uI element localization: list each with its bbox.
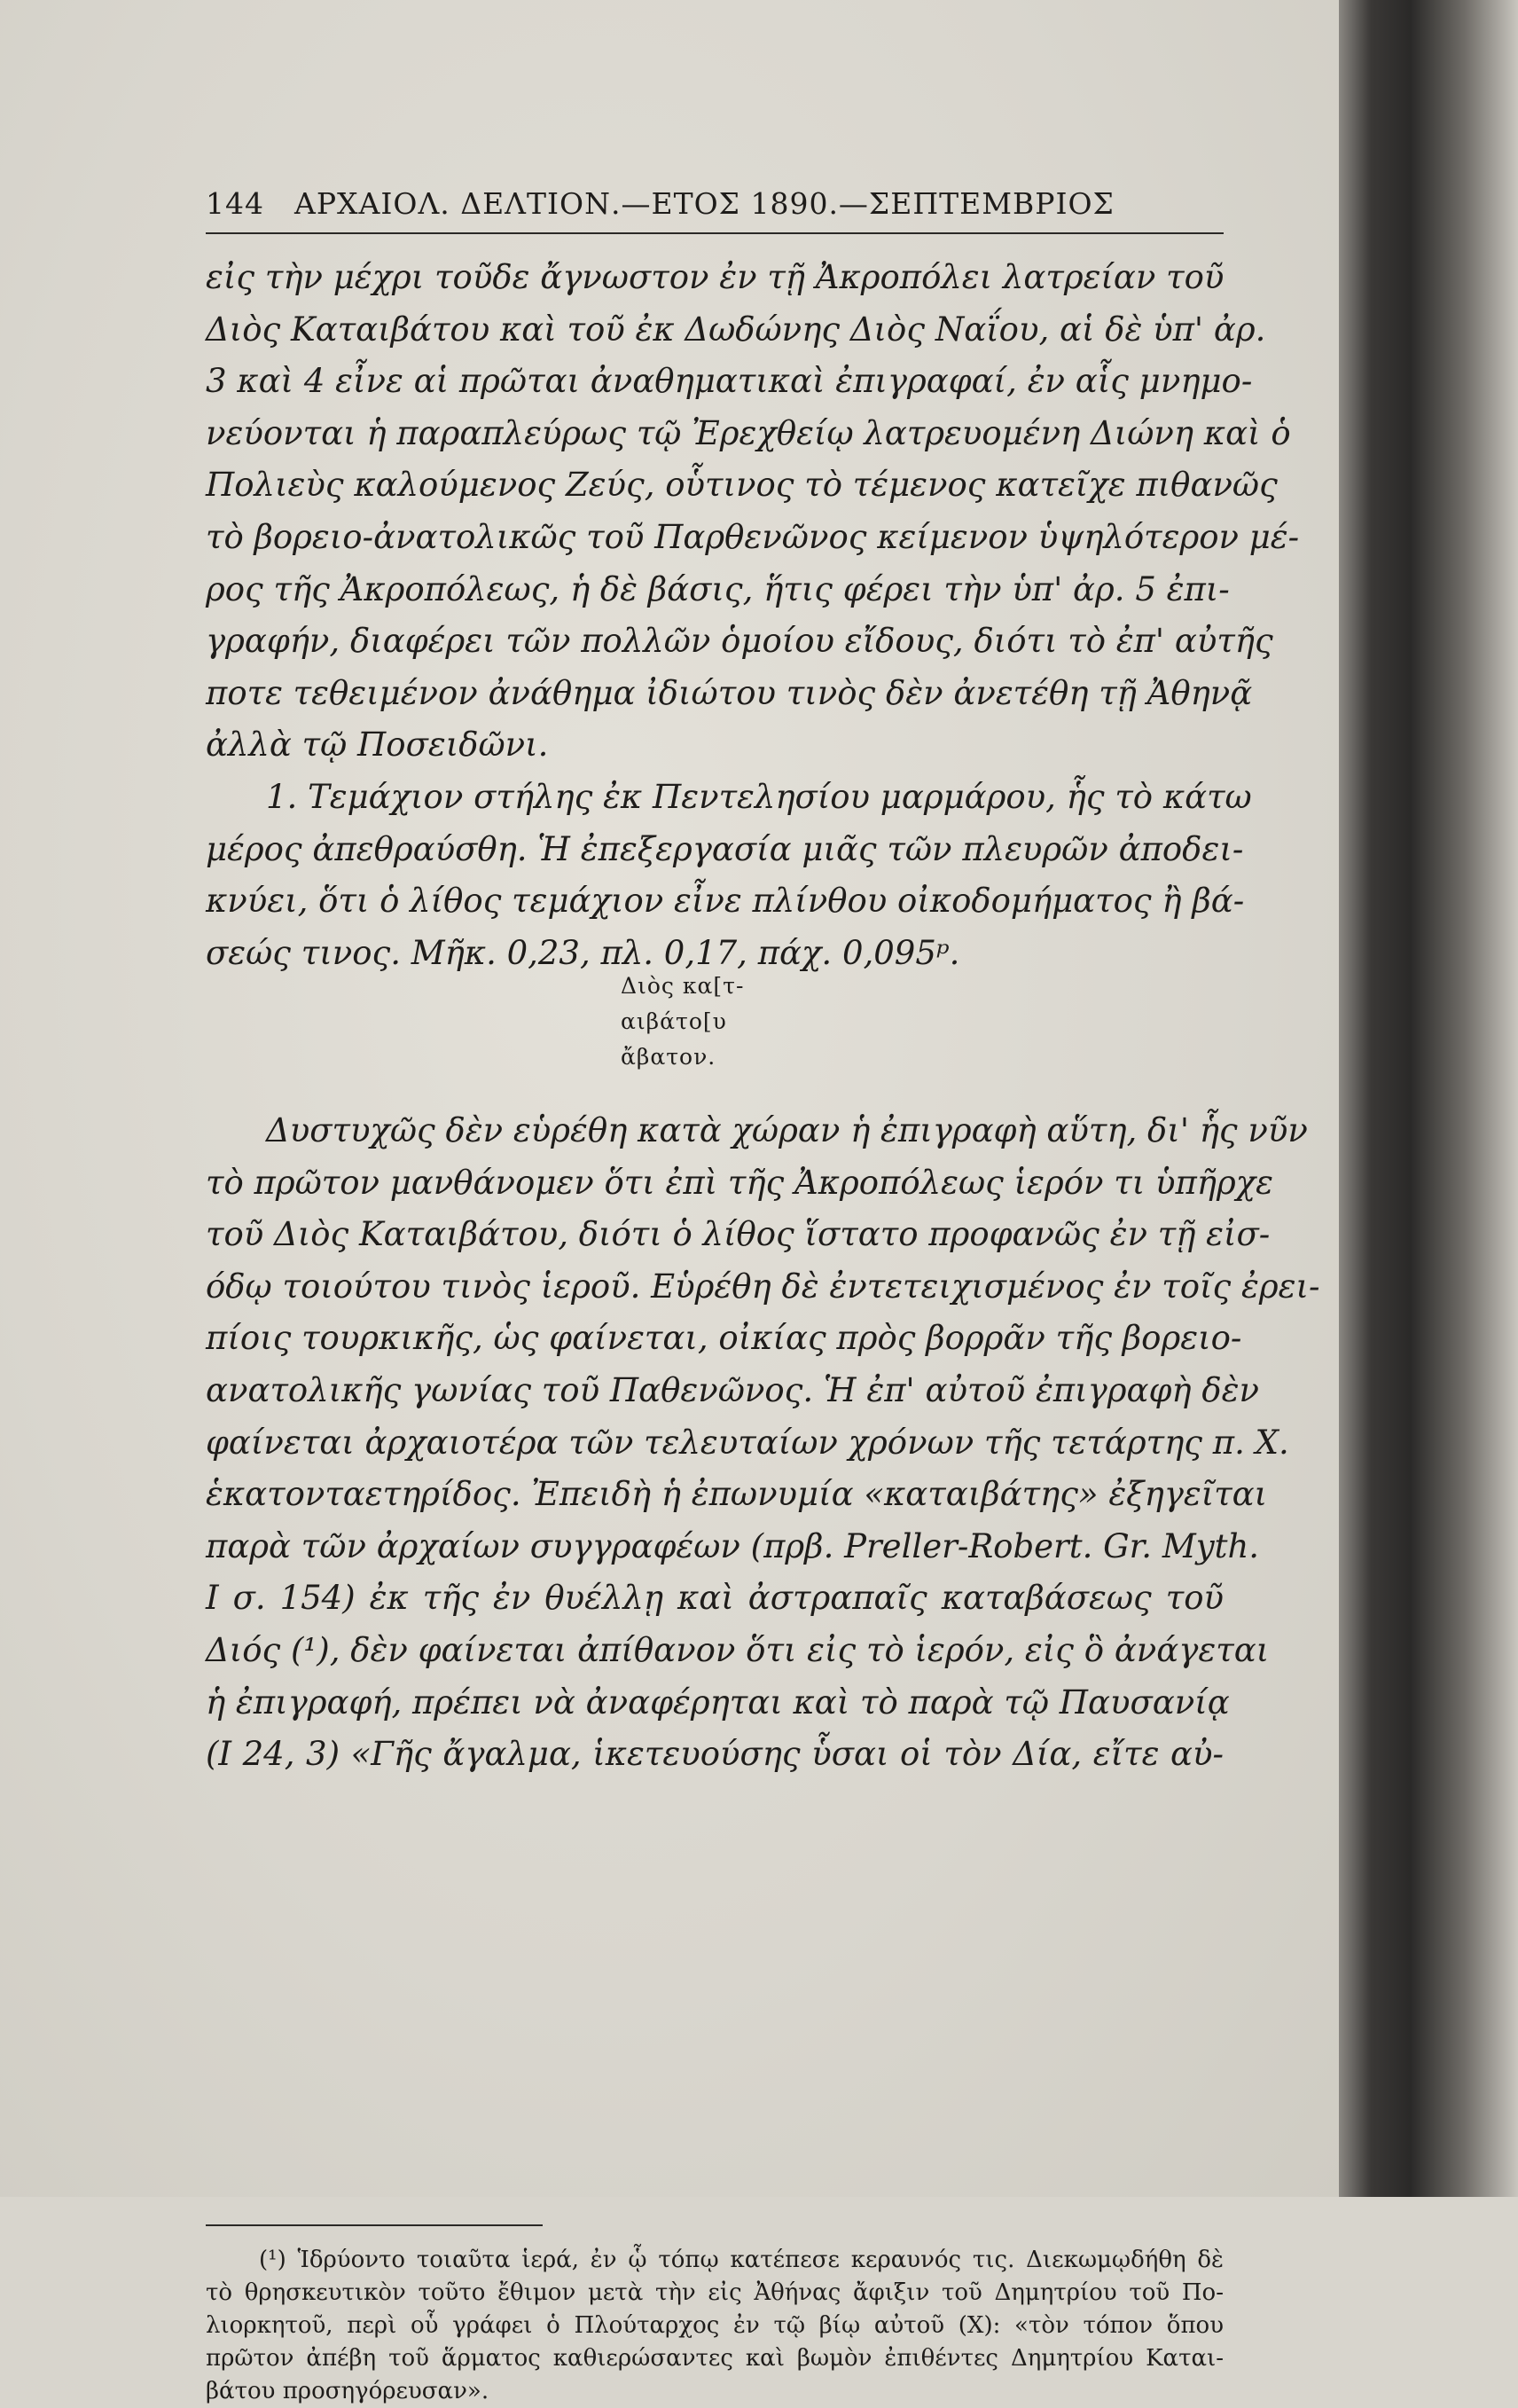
body-paragraph-2 — [206, 1105, 1320, 1781]
inscription-line: Διὸς κα[τ- — [621, 973, 745, 999]
text-line: παρὰ τῶν ἀρχαίων συγγραφέων (πρβ. Preller-Robert. Gr. Myth. — [206, 1526, 1260, 1565]
footnote-line: λιορκητοῦ, περὶ οὗ γράφει ὁ Πλούταρχος ἐν τῷ βίῳ αὐτοῦ (Χ): «τὸν τόπον ὅπου — [206, 2312, 1224, 2339]
text-line: ἀλλὰ τῷ Ποσειδῶνι. — [206, 726, 549, 765]
book-spine — [1339, 0, 1518, 2197]
text-line: ἑκατονταετηρίδος. Ἐπειδὴ ἡ ἐπωνυμία «καταιβάτης» ἐξηγεῖται — [206, 1475, 1268, 1514]
footnote-line: τὸ θρησκευτικὸν τοῦτο ἔθιμον μετὰ τὴν εἰς Ἀθήνας ἄφιξιν τοῦ Δημητρίου τοῦ Πο- — [206, 2279, 1224, 2306]
inscription-line: ἄβατον. — [621, 1044, 716, 1070]
text-line: 3 καὶ 4 εἶνε αἱ πρῶται ἀναθηματικαὶ ἐπιγραφαί, ἐν αἷς μνημο- — [206, 362, 1253, 401]
text-line: φαίνεται ἀρχαιοτέρα τῶν τελευταίων χρόνων τῆς τετάρτης π. Χ. — [206, 1423, 1289, 1462]
footnote-line: (¹) Ἱδρύοντο τοιαῦτα ἱερά, ἐν ᾧ τόπῳ κατέπεσε κεραυνός τις. Διεκωμῳδήθη δὲ — [259, 2247, 1224, 2273]
text-line: νεύονται ἡ παραπλεύρως τῷ Ἐρεχθείῳ λατρευομένη Διώνη καὶ ὁ — [206, 413, 1291, 452]
text-line: όδῳ τοιούτου τινὸς ἱεροῦ. Εὑρέθη δὲ ἐντετειχισμένος ἐν τοῖς ἐρει- — [206, 1267, 1320, 1306]
item-line: κνύει, ὅτι ὁ λίθος τεμάχιον εἶνε πλίνθου οἰκοδομήματος ἢ βά- — [206, 882, 1245, 921]
text-line: ἡ ἐπιγραφή, πρέπει νὰ ἀναφέρηται καὶ τὸ παρὰ τῷ Παυσανίᾳ — [206, 1682, 1230, 1722]
text-line: εἰς τὴν μέχρι τοῦδε ἄγνωστον ἐν τῇ Ἀκροπόλει λατρείαν τοῦ — [206, 258, 1225, 296]
header-rule — [206, 232, 1224, 234]
text-line: τὸ πρῶτον μανθάνομεν ὅτι ἐπὶ τῆς Ἀκροπόλεως ἱερόν τι ὑπῆρχε — [206, 1163, 1273, 1202]
footnote-rule — [206, 2224, 543, 2226]
inscription-line: αιβάτο[υ — [621, 1008, 727, 1034]
body-paragraph-1 — [206, 252, 1300, 979]
text-line: ρος τῆς Ἀκροπόλεως, ἡ δὲ βάσις, ἥτις φέρει τὴν ὑπ' ἀρ. 5 ἐπι- — [206, 569, 1230, 608]
item-line: 1. Τεμάχιον στήλης ἐκ Πεντελησίου μαρμάρου, ἧς τὸ κάτω — [266, 777, 1252, 816]
footnote-line: πρῶτον ἀπέβη τοῦ ἅρματος καθιερώσαντες καὶ βωμὸν ἐπιθέντες Δημητρίου Καται- — [206, 2345, 1224, 2372]
text-line: Ι σ. 154) ἐκ τῆς ἐν θυέλλῃ καὶ ἀστραπαῖς καταβάσεως τοῦ — [206, 1579, 1224, 1618]
running-header — [206, 186, 1208, 221]
page-number: 144 — [206, 186, 264, 221]
item-line: σεώς τινος. Μῆκ. 0,23, πλ. 0,17, πάχ. 0,095ᵖ. — [206, 933, 960, 972]
text-line: Διὸς Καταιβάτου καὶ τοῦ ἐκ Δωδώνης Διὸς Ναΐου, αἱ δὲ ὑπ' ἀρ. — [206, 310, 1266, 349]
text-line: Διός (¹), δὲν φαίνεται ἀπίθανον ὅτι εἰς τὸ ἱερόν, εἰς ὃ ἀνάγεται — [206, 1630, 1270, 1669]
text-line: τὸ βορειο-ἀνατολικῶς τοῦ Παρθενῶνος κείμενον ὑψηλότερον μέ- — [206, 517, 1300, 556]
item-line: μέρος ἀπεθραύσθη. Ἡ ἐπεξεργασία μιᾶς τῶν πλευρῶν ἀποδει- — [206, 829, 1244, 868]
text-line: ποτε τεθειμένον ἀνάθημα ἰδιώτου τινὸς δὲν ἀνετέθη τῇ Ἀθηνᾷ — [206, 673, 1253, 712]
text-line: (Ι 24, 3) «Γῆς ἄγαλμα, ἱκετευούσης ὗσαι οἱ τὸν Δία, εἴτε αὐ- — [206, 1735, 1224, 1774]
inscription-transcription — [621, 969, 744, 1075]
text-line: τοῦ Διὸς Καταιβάτου, διότι ὁ λίθος ἵστατο προφανῶς ἐν τῇ εἰσ- — [206, 1215, 1271, 1254]
text-line: Πολιεὺς καλούμενος Ζεύς, οὗτινος τὸ τέμενος κατεῖχε πιθανῶς — [206, 466, 1278, 505]
footnote-line: βάτου προσηγόρευσαν». — [206, 2378, 489, 2404]
text-line: γραφήν, διαφέρει τῶν πολλῶν ὁμοίου εἴδους, διότι τὸ ἐπ' αὐτῆς — [206, 622, 1273, 661]
text-line: πίοις τουρκικῆς, ὡς φαίνεται, οἰκίας πρὸς βορρᾶν τῆς βορειο- — [206, 1319, 1242, 1358]
footnotes — [206, 2244, 1224, 2408]
running-title: ΑΡΧΑΙΟΛ. ΔΕΛΤΙΟΝ.—ΕΤΟΣ 1890.—ΣΕΠΤΕΜΒΡΙΟΣ — [294, 186, 1115, 221]
text-line: ανατολικῆς γωνίας τοῦ Παθενῶνος. Ἡ ἐπ' αὐτοῦ ἐπιγραφὴ δὲν — [206, 1370, 1259, 1409]
text-line: Δυστυχῶς δὲν εὑρέθη κατὰ χώραν ἡ ἐπιγραφὴ αὕτη, δι' ἧς νῦν — [266, 1111, 1308, 1149]
